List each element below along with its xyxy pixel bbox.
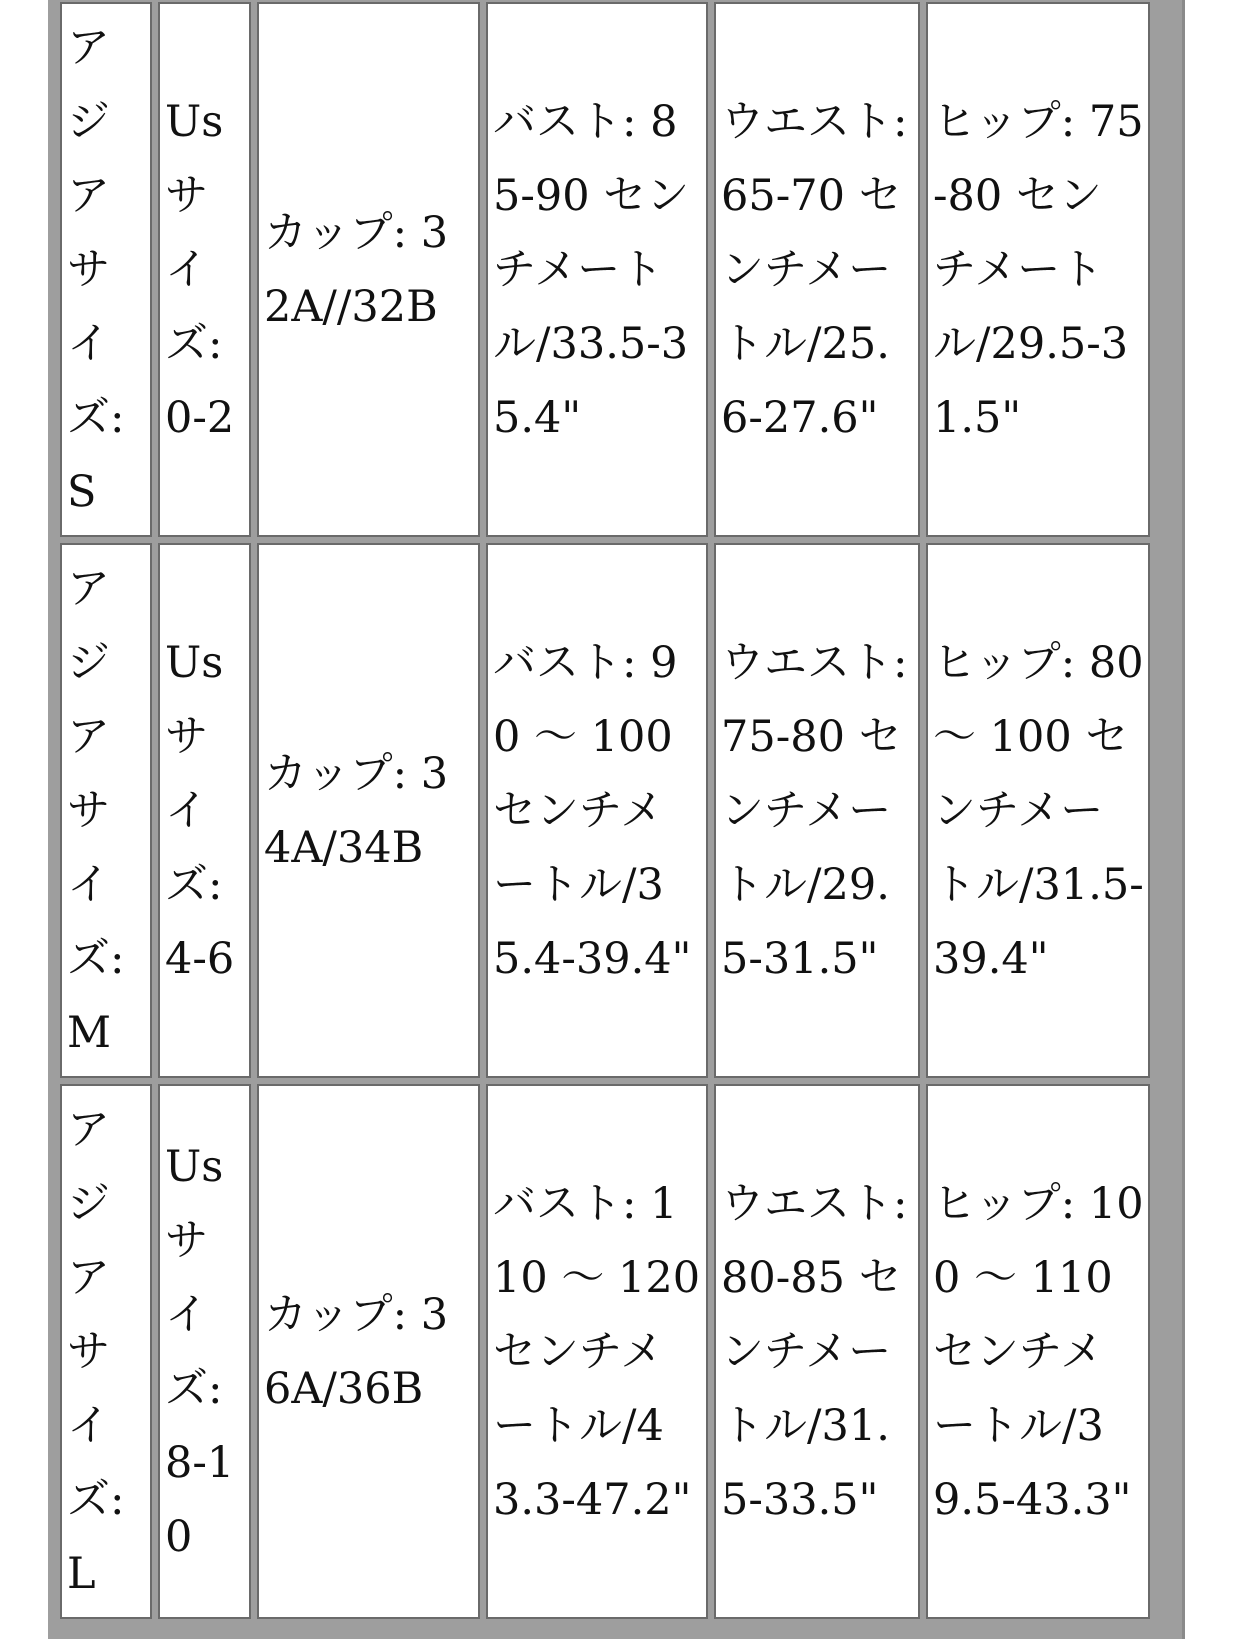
- size-chart-table: [54, 0, 1156, 1625]
- us-size-cell: Us サイズ: 8-10: [158, 1084, 251, 1619]
- page-edge-divider: [1182, 0, 1185, 1639]
- us-size-cell: Us サイズ: 0-2: [158, 2, 251, 537]
- hip-cell: ヒップ: 100 ～ 110 センチメートル/39.5-43.3": [926, 1084, 1150, 1619]
- hip-cell: ヒップ: 80 ～ 100 センチメートル/31.5-39.4": [926, 543, 1150, 1078]
- bust-cell: バスト: 85-90 センチメートル/33.5-35.4": [486, 2, 708, 537]
- asia-size-cell: アジアサイズ: L: [60, 1084, 152, 1619]
- us-size-cell: Us サイズ: 4-6: [158, 543, 251, 1078]
- asia-size-cell: アジアサイズ: S: [60, 2, 152, 537]
- cup-size-cell: カップ: 36A/36B: [257, 1084, 480, 1619]
- table-frame: [48, 0, 1182, 1639]
- waist-cell: ウエスト: 75-80 センチメートル/29.5-31.5": [714, 543, 920, 1078]
- waist-cell: ウエスト: 65-70 センチメートル/25.6-27.6": [714, 2, 920, 537]
- waist-cell: ウエスト: 80-85 センチメートル/31.5-33.5": [714, 1084, 920, 1619]
- table-row: [60, 2, 1150, 537]
- hip-cell: ヒップ: 75-80 センチメートル/29.5-31.5": [926, 2, 1150, 537]
- table-row: [60, 543, 1150, 1078]
- table-row: [60, 1084, 1150, 1619]
- bust-cell: バスト: 110 ～ 120 センチメートル/43.3-47.2": [486, 1084, 708, 1619]
- cup-size-cell: カップ: 34A/34B: [257, 543, 480, 1078]
- bust-cell: バスト: 90 ～ 100 センチメートル/35.4-39.4": [486, 543, 708, 1078]
- asia-size-cell: アジアサイズ: M: [60, 543, 152, 1078]
- cup-size-cell: カップ: 32A//32B: [257, 2, 480, 537]
